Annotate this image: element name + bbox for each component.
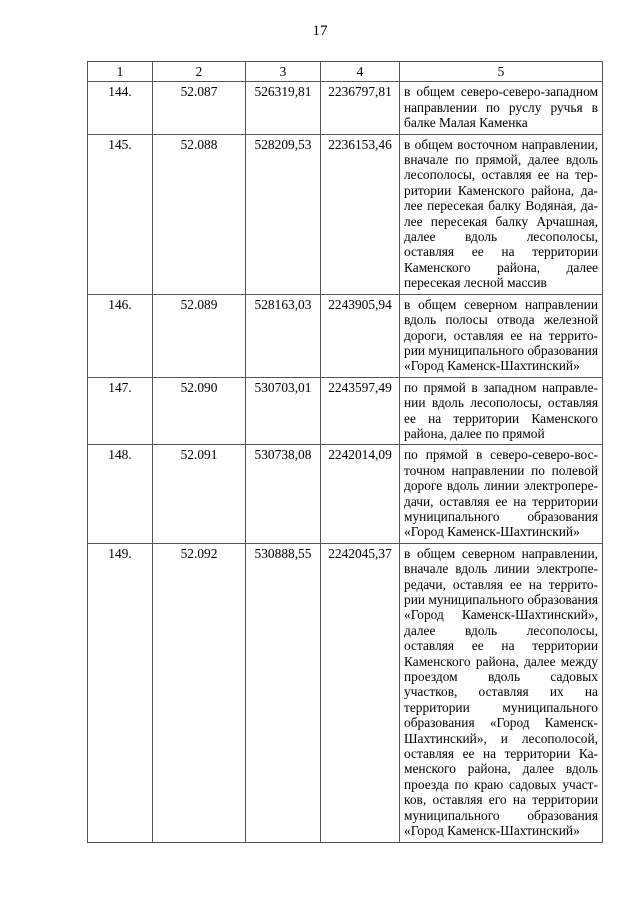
- point-code-cell: 52.088: [153, 134, 246, 294]
- table-row: [88, 294, 603, 377]
- point-code-cell: 52.089: [153, 294, 246, 377]
- x-coordinate-cell: 528163,03: [246, 294, 321, 377]
- description-cell: в общем северо-северо-западном направлении по руслу ручья в балке Малая Каменка: [400, 82, 603, 134]
- row-number-cell: 146.: [88, 294, 153, 377]
- y-coordinate-cell: 2242045,37: [321, 543, 400, 842]
- row-number-cell: 147.: [88, 377, 153, 445]
- description-cell: в общем северном направлении, вначале вдоль линии электропередачи, оставляя ее на территории муниципального образования «Город Каменск-Шахтинский», далее вдоль лесополосы, оставляя ее на территории Каменского района, далее между проездом вдоль садовых участков, оставляя их на территории муниципального образования «Город Каменск-Шахтинский», и лесополосой, оставляя ее на территории Каменского района, далее вдоль проезда по краю садовых участков, оставляя его на территории муниципального образования «Город Каменск-Шахтинский»: [400, 543, 603, 842]
- x-coordinate-cell: 530888,55: [246, 543, 321, 842]
- point-code-cell: 52.087: [153, 82, 246, 134]
- x-coordinate-cell: 526319,81: [246, 82, 321, 134]
- page-number: 17: [312, 23, 328, 39]
- x-coordinate-cell: 530738,08: [246, 445, 321, 543]
- y-coordinate-cell: 2242014,09: [321, 445, 400, 543]
- y-coordinate-cell: 2236797,81: [321, 82, 400, 134]
- table-row: [88, 543, 603, 842]
- boundary-table: [87, 61, 603, 843]
- description-cell: по прямой в северо-северо-восточном направлении по полевой дороге вдоль линии электропередачи, оставляя ее на территории муниципального образования «Город Каменск-Шахтинский»: [400, 445, 603, 543]
- point-code-cell: 52.092: [153, 543, 246, 842]
- description-cell: в общем северном направлении вдоль полосы отвода железной дороги, оставляя ее на территории муниципального образования «Город Каменск-Шахтинский»: [400, 294, 603, 377]
- row-number-cell: 149.: [88, 543, 153, 842]
- table-row: [88, 445, 603, 543]
- point-code-cell: 52.091: [153, 445, 246, 543]
- y-coordinate-cell: 2236153,46: [321, 134, 400, 294]
- header-cell-4: 4: [321, 62, 400, 82]
- header-cell-3: 3: [246, 62, 321, 82]
- y-coordinate-cell: 2243905,94: [321, 294, 400, 377]
- row-number-cell: 148.: [88, 445, 153, 543]
- row-number-cell: 144.: [88, 82, 153, 134]
- x-coordinate-cell: 530703,01: [246, 377, 321, 445]
- header-cell-1: 1: [88, 62, 153, 82]
- table-row: [88, 134, 603, 294]
- y-coordinate-cell: 2243597,49: [321, 377, 400, 445]
- table-header-row: [88, 62, 603, 82]
- row-number-cell: 145.: [88, 134, 153, 294]
- point-code-cell: 52.090: [153, 377, 246, 445]
- description-cell: в общем восточном направлении, вначале по прямой, далее вдоль лесополосы, оставляя ее на территории Каменского района, далее пересекая балку Водяная, далее пересекая балку Арчашная, далее вдоль лесополосы, оставляя ее на территории Каменского района, далее пересекая лесной массив: [400, 134, 603, 294]
- table-row: [88, 82, 603, 134]
- x-coordinate-cell: 528209,53: [246, 134, 321, 294]
- header-cell-2: 2: [153, 62, 246, 82]
- header-cell-5: 5: [400, 62, 603, 82]
- table-row: [88, 377, 603, 445]
- description-cell: по прямой в западном направлении вдоль лесополосы, оставляя ее на территории Каменского района, далее по прямой: [400, 377, 603, 445]
